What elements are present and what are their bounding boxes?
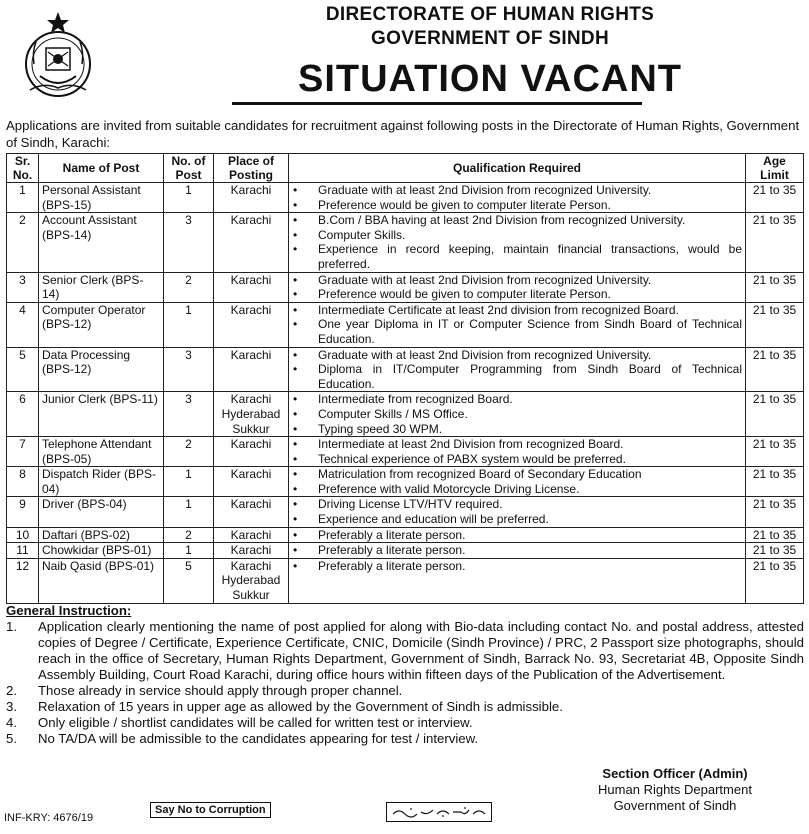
qualification-list	[292, 183, 742, 212]
instruction-text: Only eligible / shortlist candidates will be called for written test or interview.	[38, 715, 473, 730]
qualification-list	[292, 528, 742, 543]
urdu-script-icon	[391, 806, 487, 818]
general-instructions	[6, 603, 804, 747]
cell-post-name: Account Assistant (BPS-14)	[39, 213, 164, 272]
table-row	[7, 272, 804, 302]
cell-sr-no: 9	[7, 497, 39, 527]
cell-qualification	[289, 467, 746, 497]
cell-qualification	[289, 272, 746, 302]
cell-place-of-posting	[214, 543, 289, 559]
cell-place-of-posting	[214, 272, 289, 302]
place-name: Karachi	[230, 527, 272, 542]
table-row	[7, 392, 804, 437]
cell-place-of-posting	[214, 467, 289, 497]
cell-post-name: Dispatch Rider (BPS-04)	[39, 467, 164, 497]
cell-post-name: Junior Clerk (BPS-11)	[39, 392, 164, 437]
cell-qualification	[289, 392, 746, 437]
cell-qualification	[289, 558, 746, 603]
header-qualification: Qualification Required	[289, 154, 746, 183]
place-name: Karachi	[230, 497, 272, 512]
intro-text: Applications are invited from suitable candidates for recruitment against following posts in the Directorate of Human Rights, Government of Sindh, Karachi:	[6, 118, 800, 150]
cell-post-count: 1	[164, 543, 214, 559]
table-row	[7, 347, 804, 392]
qualification-item: • Graduate with at least 2nd Division from recognized University.	[292, 348, 742, 363]
qualification-item: • Computer Skills.	[292, 228, 742, 243]
cell-post-count: 5	[164, 558, 214, 603]
instruction-number: 2.	[6, 683, 17, 698]
urdu-slogan-box	[386, 802, 492, 822]
place-name: Karachi	[230, 183, 272, 197]
signatory-title: Section Officer (Admin)	[602, 766, 748, 781]
signatory-department: Human Rights Department	[598, 782, 752, 797]
table-row	[7, 467, 804, 497]
qualification-item: • Intermediate Certificate at least 2nd division from recognized Board.	[292, 303, 742, 318]
cell-place-of-posting	[214, 527, 289, 543]
cell-place-of-posting	[214, 302, 289, 347]
cell-post-count: 1	[164, 183, 214, 213]
cell-qualification	[289, 497, 746, 527]
cell-place-of-posting	[214, 437, 289, 467]
cell-age-limit: 21 to 35	[746, 272, 804, 302]
cell-post-count: 2	[164, 437, 214, 467]
header-no-of-post: No. of Post	[164, 154, 214, 183]
cell-post-count: 2	[164, 527, 214, 543]
cell-post-name: Telephone Attendant (BPS-05)	[39, 437, 164, 467]
place-name: Hyderabad	[221, 406, 281, 421]
advertisement-reference: INF-KRY: 4676/19	[4, 812, 94, 824]
cell-age-limit: 21 to 35	[746, 302, 804, 347]
cell-sr-no: 11	[7, 543, 39, 559]
place-name: Karachi	[230, 467, 272, 482]
qualification-item: • Diploma in IT/Computer Programming from Sindh Board of Technical Education.	[292, 362, 742, 391]
cell-post-count: 3	[164, 213, 214, 272]
table-header-row	[7, 154, 804, 183]
instruction-item	[6, 715, 804, 731]
qualification-item: • Preferably a literate person.	[292, 559, 742, 574]
cell-sr-no: 10	[7, 527, 39, 543]
place-name: Sukkur	[232, 588, 270, 603]
cell-post-name: Personal Assistant (BPS-15)	[39, 183, 164, 213]
qualification-item: • Intermediate from recognized Board.	[292, 392, 742, 407]
posts-table	[6, 153, 804, 604]
qualification-item: • Driving License LTV/HTV required.	[292, 497, 742, 512]
qualification-item: • Graduate with at least 2nd Division from recognized University.	[292, 183, 742, 198]
header-place-of-posting: Place of Posting	[214, 154, 289, 183]
cell-qualification	[289, 302, 746, 347]
place-name: Karachi	[230, 543, 272, 558]
instruction-text: Relaxation of 15 years in upper age as allowed by the Government of Sindh is admissible.	[38, 699, 563, 714]
qualification-list	[292, 437, 742, 466]
sindh-government-logo	[18, 12, 98, 98]
cell-age-limit: 21 to 35	[746, 497, 804, 527]
place-name: Karachi	[230, 392, 272, 407]
cell-post-name: Computer Operator (BPS-12)	[39, 302, 164, 347]
table-row	[7, 558, 804, 603]
place-name: Karachi	[230, 272, 272, 287]
cell-post-name: Daftari (BPS-02)	[39, 527, 164, 543]
table-row	[7, 543, 804, 559]
qualification-item: • Computer Skills / MS Office.	[292, 407, 742, 422]
table-row	[7, 213, 804, 272]
qualification-item: • Experience and education will be preferred.	[292, 512, 742, 527]
cell-post-count: 3	[164, 392, 214, 437]
government-heading: GOVERNMENT OF SINDH	[371, 28, 609, 49]
cell-sr-no: 2	[7, 213, 39, 272]
title-underline	[232, 102, 642, 105]
cell-sr-no: 1	[7, 183, 39, 213]
qualification-item: • Preferably a literate person.	[292, 543, 742, 558]
cell-post-count: 2	[164, 272, 214, 302]
instruction-item	[6, 683, 804, 699]
place-name: Hyderabad	[221, 573, 281, 588]
qualification-item: • Graduate with at least 2nd Division from recognized University.	[292, 273, 742, 288]
header-name-of-post: Name of Post	[39, 154, 164, 183]
cell-place-of-posting	[214, 558, 289, 603]
table-row	[7, 302, 804, 347]
instruction-number: 3.	[6, 699, 17, 714]
page-title: SITUATION VACANT	[297, 58, 682, 100]
cell-qualification	[289, 437, 746, 467]
qualification-list	[292, 543, 742, 558]
qualification-list	[292, 303, 742, 347]
qualification-list	[292, 467, 742, 496]
cell-post-name: Naib Qasid (BPS-01)	[39, 558, 164, 603]
place-name: Karachi	[230, 213, 272, 228]
cell-place-of-posting	[214, 213, 289, 272]
cell-sr-no: 8	[7, 467, 39, 497]
qualification-list	[292, 348, 742, 392]
cell-age-limit: 21 to 35	[746, 213, 804, 272]
qualification-list	[292, 273, 742, 302]
instruction-number: 1.	[6, 619, 17, 634]
anti-corruption-slogan: Say No to Corruption	[150, 802, 271, 818]
place-name: Karachi	[230, 437, 272, 452]
qualification-list	[292, 213, 742, 271]
cell-post-name: Senior Clerk (BPS-14)	[39, 272, 164, 302]
cell-post-count: 3	[164, 347, 214, 392]
header-sr-no: Sr. No.	[7, 154, 39, 183]
cell-post-count: 1	[164, 302, 214, 347]
cell-qualification	[289, 543, 746, 559]
cell-sr-no: 6	[7, 392, 39, 437]
qualification-item: • Preferably a literate person.	[292, 528, 742, 543]
table-row	[7, 527, 804, 543]
cell-age-limit: 21 to 35	[746, 347, 804, 392]
instruction-text: Application clearly mentioning the name of post applied for along with Bio-data including contact No. and postal address, attested copies of Degree / Certificate, Experience Certificate, CNIC, Domicile (Sindh Province) / PRC, 2 Passport size photographs, should reach in the office of Secretary, Human Rights Department, Government of Sindh, Barrack No. 93, Secretariat 4B, Opposite Sindh Assembly Building, Court Road Karachi, during office hours within fifteen days of the Publication of the Advertisement.	[38, 619, 804, 682]
seal-icon	[18, 12, 98, 98]
cell-qualification	[289, 347, 746, 392]
place-name: Karachi	[230, 558, 272, 573]
cell-age-limit: 21 to 35	[746, 527, 804, 543]
cell-sr-no: 3	[7, 272, 39, 302]
qualification-item: • Intermediate at least 2nd Division from recognized Board.	[292, 437, 742, 452]
cell-sr-no: 7	[7, 437, 39, 467]
cell-age-limit: 21 to 35	[746, 467, 804, 497]
place-name: Sukkur	[232, 421, 270, 436]
cell-qualification	[289, 527, 746, 543]
instruction-number: 4.	[6, 715, 17, 730]
instruction-text: No TA/DA will be admissible to the candidates appearing for test / interview.	[38, 731, 479, 746]
cell-post-name: Data Processing (BPS-12)	[39, 347, 164, 392]
instruction-number: 5.	[6, 731, 17, 746]
cell-age-limit: 21 to 35	[746, 558, 804, 603]
qualification-item: • Technical experience of PABX system would be preferred.	[292, 452, 742, 467]
qualification-list	[292, 559, 742, 574]
qualification-list	[292, 392, 742, 436]
qualification-item: • Typing speed 30 WPM.	[292, 422, 742, 437]
table-row	[7, 183, 804, 213]
cell-place-of-posting	[214, 347, 289, 392]
cell-sr-no: 4	[7, 302, 39, 347]
qualification-item: • One year Diploma in IT or Computer Science from Sindh Board of Technical Education.	[292, 317, 742, 346]
instruction-item	[6, 731, 804, 747]
qualification-item: • Experience in record keeping, maintain financial transactions, would be preferred.	[292, 242, 742, 271]
instruction-text: Those already in service should apply through proper channel.	[38, 683, 403, 698]
cell-place-of-posting	[214, 497, 289, 527]
cell-age-limit: 21 to 35	[746, 543, 804, 559]
qualification-item: • Preference would be given to computer literate Person.	[292, 287, 742, 302]
qualification-item: • Preference with valid Motorcycle Driving License.	[292, 482, 742, 497]
cell-post-name: Chowkidar (BPS-01)	[39, 543, 164, 559]
qualification-item: • Matriculation from recognized Board of Secondary Education	[292, 467, 742, 482]
signature-block	[560, 766, 790, 814]
signatory-government: Government of Sindh	[613, 798, 737, 813]
qualification-item: • B.Com / BBA having at least 2nd Division from recognized University.	[292, 213, 742, 228]
cell-age-limit: 21 to 35	[746, 183, 804, 213]
cell-age-limit: 21 to 35	[746, 437, 804, 467]
cell-age-limit: 21 to 35	[746, 392, 804, 437]
cell-post-name: Driver (BPS-04)	[39, 497, 164, 527]
cell-qualification	[289, 183, 746, 213]
place-name: Karachi	[230, 302, 272, 317]
cell-post-count: 1	[164, 467, 214, 497]
cell-place-of-posting	[214, 183, 289, 213]
cell-sr-no: 12	[7, 558, 39, 603]
instructions-list	[6, 619, 804, 747]
cell-qualification	[289, 213, 746, 272]
qualification-list	[292, 497, 742, 526]
qualification-item: • Preference would be given to computer literate Person.	[292, 198, 742, 213]
place-name: Karachi	[230, 347, 272, 362]
department-heading: DIRECTORATE OF HUMAN RIGHTS	[325, 4, 655, 25]
table-row	[7, 437, 804, 467]
instruction-item	[6, 619, 804, 683]
cell-place-of-posting	[214, 392, 289, 437]
header-age-limit: Age Limit	[746, 154, 804, 183]
instruction-item	[6, 699, 804, 715]
cell-post-count: 1	[164, 497, 214, 527]
table-row	[7, 497, 804, 527]
cell-sr-no: 5	[7, 347, 39, 392]
instructions-title: General Instruction:	[6, 603, 132, 618]
